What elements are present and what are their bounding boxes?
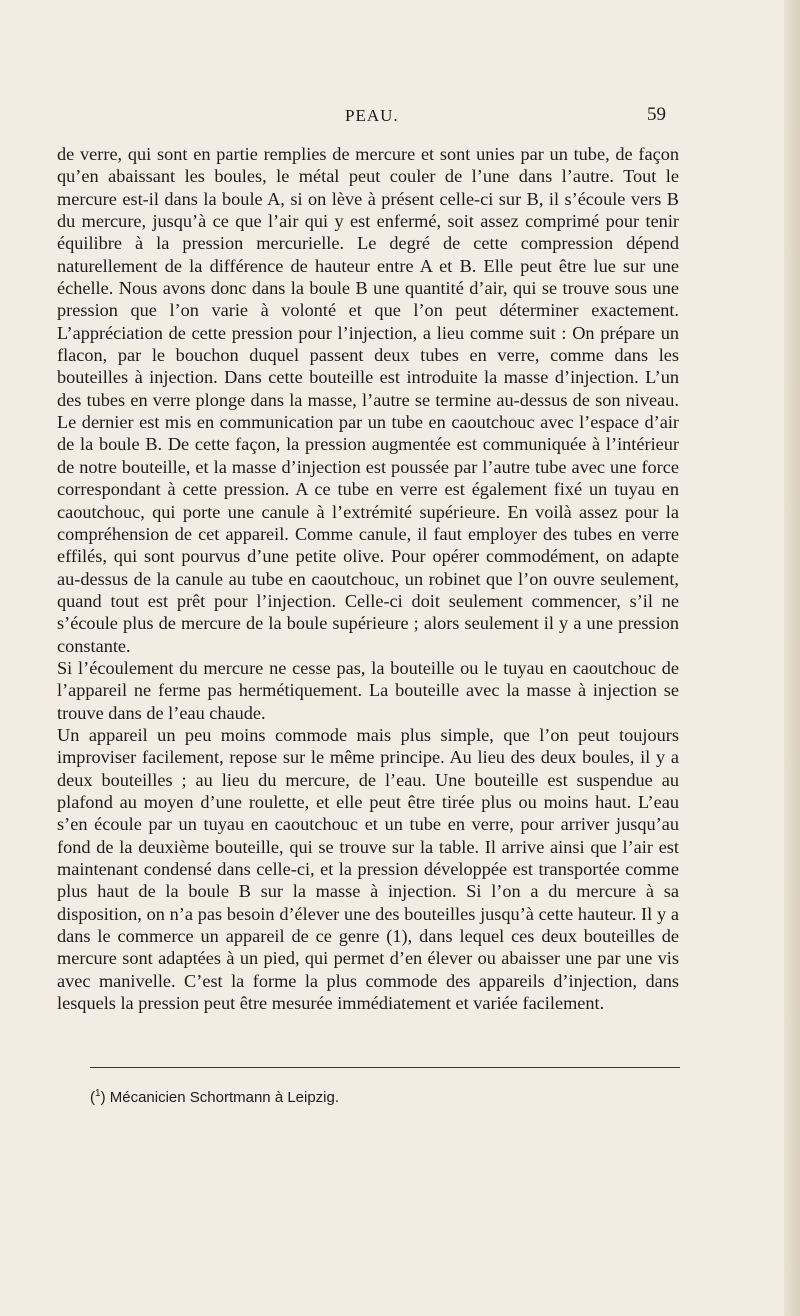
footnote-marker: 1 [95, 1088, 101, 1099]
paragraph-1: de verre, qui sont en partie remplies de mercure et sont unies par un tube, de façon qu’en abaissant les boules, le métal peut couler de l’une dans l’autre. Tout le mercure est-il dans la boule A, si on lève à présent celle-ci sur B, il s’écoule vers B du mercure, jusqu’à ce que l’air qui y est enfermé, soit assez comprimé pour tenir équilibre à la pression mercurielle. Le degré de cette compression dépend naturellement de la différence de hauteur entre A et B. Elle peut être lue sur une échelle. Nous avons donc dans la boule B une quantité d’air, qui se trouve sous une pression que l’on varie à volonté et que l’on peut déterminer exactement. L’appréciation de cette pression pour l’injection, a lieu comme suit : On prépare un flacon, par le bouchon duquel passent deux tubes en verre, comme dans les bouteilles à injection. Dans cette bouteille est introduite la masse d’injection. L’un des tubes en verre plonge dans la masse, l’autre se termine au-dessus de son niveau. Le dernier est mis en communication par un tube en caoutchouc avec l’espace d’air de la boule B. De cette façon, la pression augmentée est communiquée à l’intérieur de notre bouteille, et la masse d’injection est poussée par l’autre tube avec une force correspondant à cette pression. A ce tube en verre est également fixé un tuyau en caoutchouc, qui porte une canule à l’extrémité supérieure. En voilà assez pour la compréhension de cet appareil. Comme canule, il faut employer des tubes en verre effilés, qui sont pourvus d’une petite olive. Pour opérer commodément, on adapte au-dessus de la canule au tube en caoutchouc, un robinet que l’on ouvre seulement, quand tout est prêt pour l’injection. Celle-ci doit seulement commencer, s’il ne s’écoule plus de mercure de la boule supérieure ; alors seulement il y a une pression constante. [57, 144, 679, 656]
footnote: ($^1$) Mécanicien Schortmann à Leipzig. [90, 1088, 340, 1106]
footnote-text: Mécanicien Schortmann à Leipzig. [109, 1089, 340, 1106]
running-title: PEAU. [345, 106, 399, 125]
page-number: 59 [647, 104, 666, 125]
page-edge [784, 0, 800, 1316]
body-text [57, 143, 679, 1014]
paragraph-3: Un appareil un peu moins commode mais plus simple, que l’on peut toujours improviser facilement, repose sur le même principe. Au lieu des deux boules, il y a deux bouteilles ; au lieu du mercure, de l’eau. Une bouteille est suspendue au plafond au moyen d’une roulette, et elle peut être tirée plus ou moins haut. L’eau s’en écoule par un tuyau en caoutchouc et un tube en verre, pour arriver jusqu’au fond de la deuxième bouteille, qui se trouve sur la table. Il arrive ainsi que l’air est maintenant condensé dans celle-ci, et la pression développée est transportée comme plus haut de la boule B sur la masse à injection. Si l’on a du mercure à sa disposition, on n’a pas besoin d’élever une des bouteilles jusqu’à cette hauteur. Il y a dans le commerce un appareil de ce genre (1), dans lequel ces deux bouteilles de mercure sont adaptées à un pied, qui permet d’en élever ou abaisser une par une vis avec manivelle. C’est la forme la plus commode des appareils d’injection, dans lesquels la pression peut être mesurée immédiatement et variée facilement. [57, 724, 679, 1014]
paragraph-2: Si l’écoulement du mercure ne cesse pas, la bouteille ou le tuyau en caoutchouc de l’appareil ne ferme pas hermétiquement. La bouteille avec la masse à injection se trouve dans de l’eau chaude. [57, 657, 679, 723]
footnote-rule [90, 1067, 680, 1068]
